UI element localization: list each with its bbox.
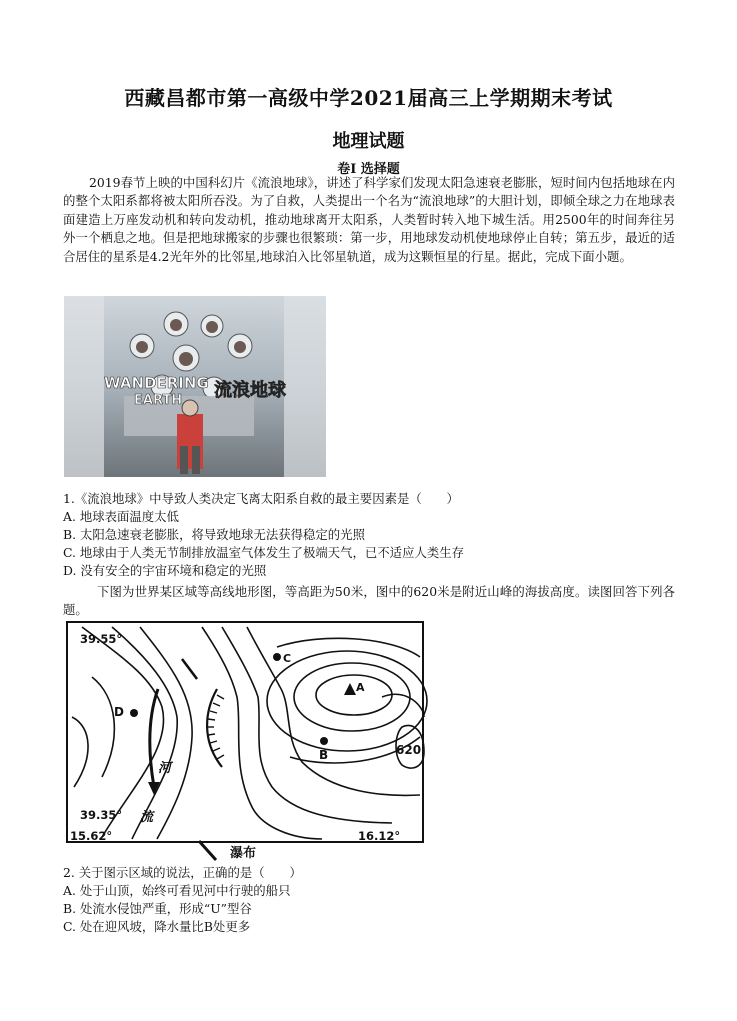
map-river-label-1: 河 xyxy=(158,761,172,776)
question-2-option-c: C. 处在迎风坡，降水量比B处更多 xyxy=(63,919,251,934)
map-point-a: A xyxy=(356,681,365,694)
question-2-stem: 2. 关于图示区域的说法，正确的是（ ） xyxy=(63,865,302,880)
question-1-stem: 1.《流浪地球》中导致人类决定飞离太阳系自救的最主要因素是（ ） xyxy=(63,491,459,506)
passage-contour-map: 下图为世界某区域等高线地形图，等高距为50米，图中的620米是附近山峰的海拔高度。读图回答下列各题。 xyxy=(63,584,675,618)
exam-subtitle: 地理试题 xyxy=(332,131,405,152)
point-c-marker xyxy=(273,653,281,661)
point-b-marker xyxy=(320,737,328,745)
map-lon-left: 15.62° xyxy=(70,829,113,843)
question-2-option-b: B. 处流水侵蚀严重，形成“U”型谷 xyxy=(63,901,252,916)
map-lat-bottom: 39.35° xyxy=(80,808,123,822)
question-1-option-c: C. 地球由于人类无节制排放温室气体发生了极端天气，已不适应人类生存 xyxy=(63,545,465,560)
map-elevation-620: 620 xyxy=(396,743,422,757)
map-lon-right: 16.12° xyxy=(358,829,401,843)
map-waterfall-label: 瀑布 xyxy=(230,846,257,861)
question-2 xyxy=(63,864,683,936)
exam-title: 西藏昌都市第一高级中学2021届高三上学期期末考试 xyxy=(124,86,613,110)
question-2-option-a: A. 处于山顶，始终可看见河中行驶的船只 xyxy=(63,883,291,898)
question-1-option-b: B. 太阳急速衰老膨胀，将导致地球无法获得稳定的光照 xyxy=(63,527,365,542)
map-river-label-2: 流 xyxy=(140,810,154,825)
poster-title-en-1: WANDERING xyxy=(104,374,209,392)
section-heading: 卷Ⅰ 选择题 xyxy=(337,162,400,177)
question-1-option-d: D. 没有安全的宇宙环境和稳定的光照 xyxy=(63,563,267,578)
waterfall-pointer xyxy=(196,838,220,864)
question-1 xyxy=(63,490,683,580)
poster-title-cn: 流浪地球 xyxy=(214,380,286,401)
passage-wandering-earth: 2019春节上映的中国科幻片《流浪地球》，讲述了科学家们发现太阳急速衰老膨胀，短时间内包括地球在内的整个太阳系都将被太阳所吞没。为了自救，人类提出一个名为“流浪地球”的大胆计划，即倾全球之力在地球表面建造上万座发动机和转向发动机，推动地球离开太阳系，人类暂时转入地下城生活。用2500年的时间奔往另外一个栖息之地。但是把地球搬家的步骤也很繁琐：第一步，用地球发动机使地球停止自转；第五步，最近的适合居住的星系是4.2光年外的比邻星,地球泊入比邻星轨道，成为这颗恒星的行星。据此，完成下面小题。 xyxy=(63,175,675,264)
contour-map xyxy=(62,617,434,861)
question-1-option-a: A. 地球表面温度太低 xyxy=(63,509,179,524)
map-lat-top: 39.55° xyxy=(80,632,123,646)
map-point-d: D xyxy=(114,705,124,719)
point-d-marker xyxy=(130,709,138,717)
poster-title-en-2: EARTH xyxy=(134,393,183,408)
map-point-c: C xyxy=(283,652,292,665)
movie-poster-image xyxy=(64,296,326,477)
map-point-b: B xyxy=(319,748,329,762)
